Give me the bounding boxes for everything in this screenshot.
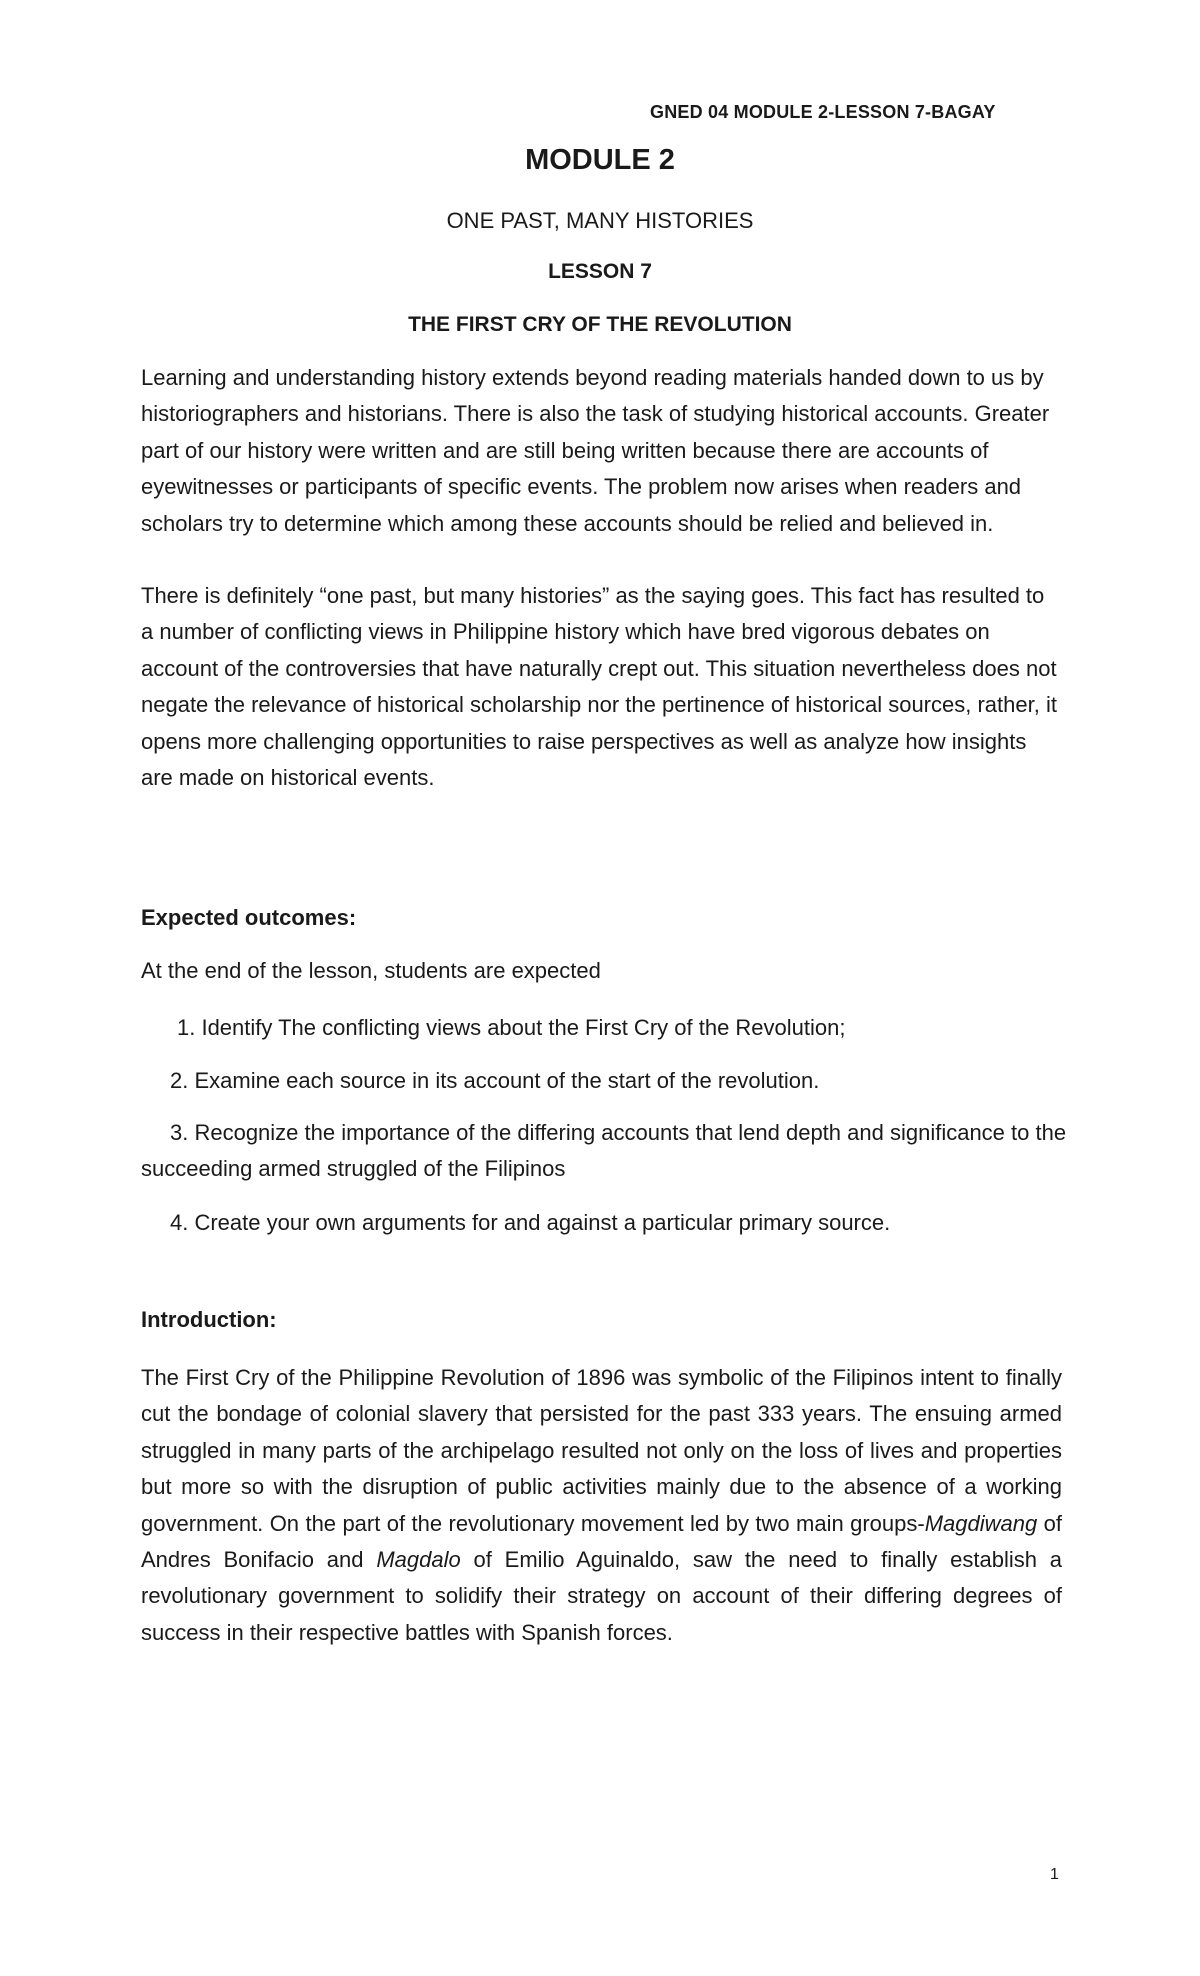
course-header: GNED 04 MODULE 2-LESSON 7-BAGAY (650, 102, 996, 122)
overview-paragraph-1: Learning and understanding history extends beyond reading materials handed down to us by historiographers and historians. There is also the task of studying historical accounts. Greater part of our history were written and are still being written because there are accounts of eyewitnesses or participants of specific events. The problem now arises when readers and scholars try to determine which among these accounts should be relied and believed in. (141, 365, 1050, 536)
magdiwang-term: Magdiwang (924, 1510, 1038, 1536)
introduction-text-part-2: of Andres Bonifacio and (141, 1510, 1062, 1573)
magdalo-term: Magdalo (376, 1547, 461, 1573)
introduction-text-part-1: The First Cry of the Philippine Revolution of 1896 was symbolic of the Filipinos intent to finally cut the bondage of colonial slavery that persisted for the past 333 years. The ensuing armed struggled in many parts of the archipelago resulted not only on the loss of lives and properties but more so with the disruption of public activities mainly due to the absence of a working government. On the part of the revolutionary movement led by two main groups- (141, 1365, 1062, 1536)
outcome-item-3: 3. Recognize the importance of the differing accounts that lend depth and significance to the succeeding armed struggled of the Filipinos (141, 1120, 1067, 1182)
outcome-item-2: 2. Examine each source in its account of the start of the revolution. (170, 1068, 820, 1093)
introduction-text-part-3: of Emilio Aguinaldo, saw the need to finally establish a revolutionary government to solidify their strategy on account of their differing degrees of success in their respective battles with Spanish forces. (141, 1547, 1062, 1645)
outcome-item-4: 4. Create your own arguments for and against a particular primary source. (170, 1210, 891, 1235)
expected-outcomes-heading: Expected outcomes: (141, 905, 357, 930)
lesson-name: THE FIRST CRY OF THE REVOLUTION (408, 313, 792, 336)
introduction-heading: Introduction: (141, 1307, 277, 1332)
expected-outcomes-lead: At the end of the lesson, students are expected (141, 958, 601, 983)
lesson-title: LESSON 7 (548, 260, 652, 283)
introduction-paragraph (141, 1360, 1062, 1651)
page-number: 1 (1050, 1866, 1059, 1883)
overview-paragraph-2: There is definitely “one past, but many histories” as the saying goes. This fact has resulted to a number of conflicting views in Philippine history which have bred vigorous debates on account of the controversies that have naturally crept out. This situation nevertheless does not negate the relevance of historical scholarship nor the pertinence of historical sources, rather, it opens more challenging opportunities to raise perspectives as well as analyze how insights are made on historical events. (141, 583, 1057, 791)
module-title: MODULE 2 (525, 144, 675, 176)
module-subtitle: ONE PAST, MANY HISTORIES (446, 208, 754, 233)
outcome-item-1: 1. Identify The conflicting views about the First Cry of the Revolution; (177, 1015, 846, 1040)
